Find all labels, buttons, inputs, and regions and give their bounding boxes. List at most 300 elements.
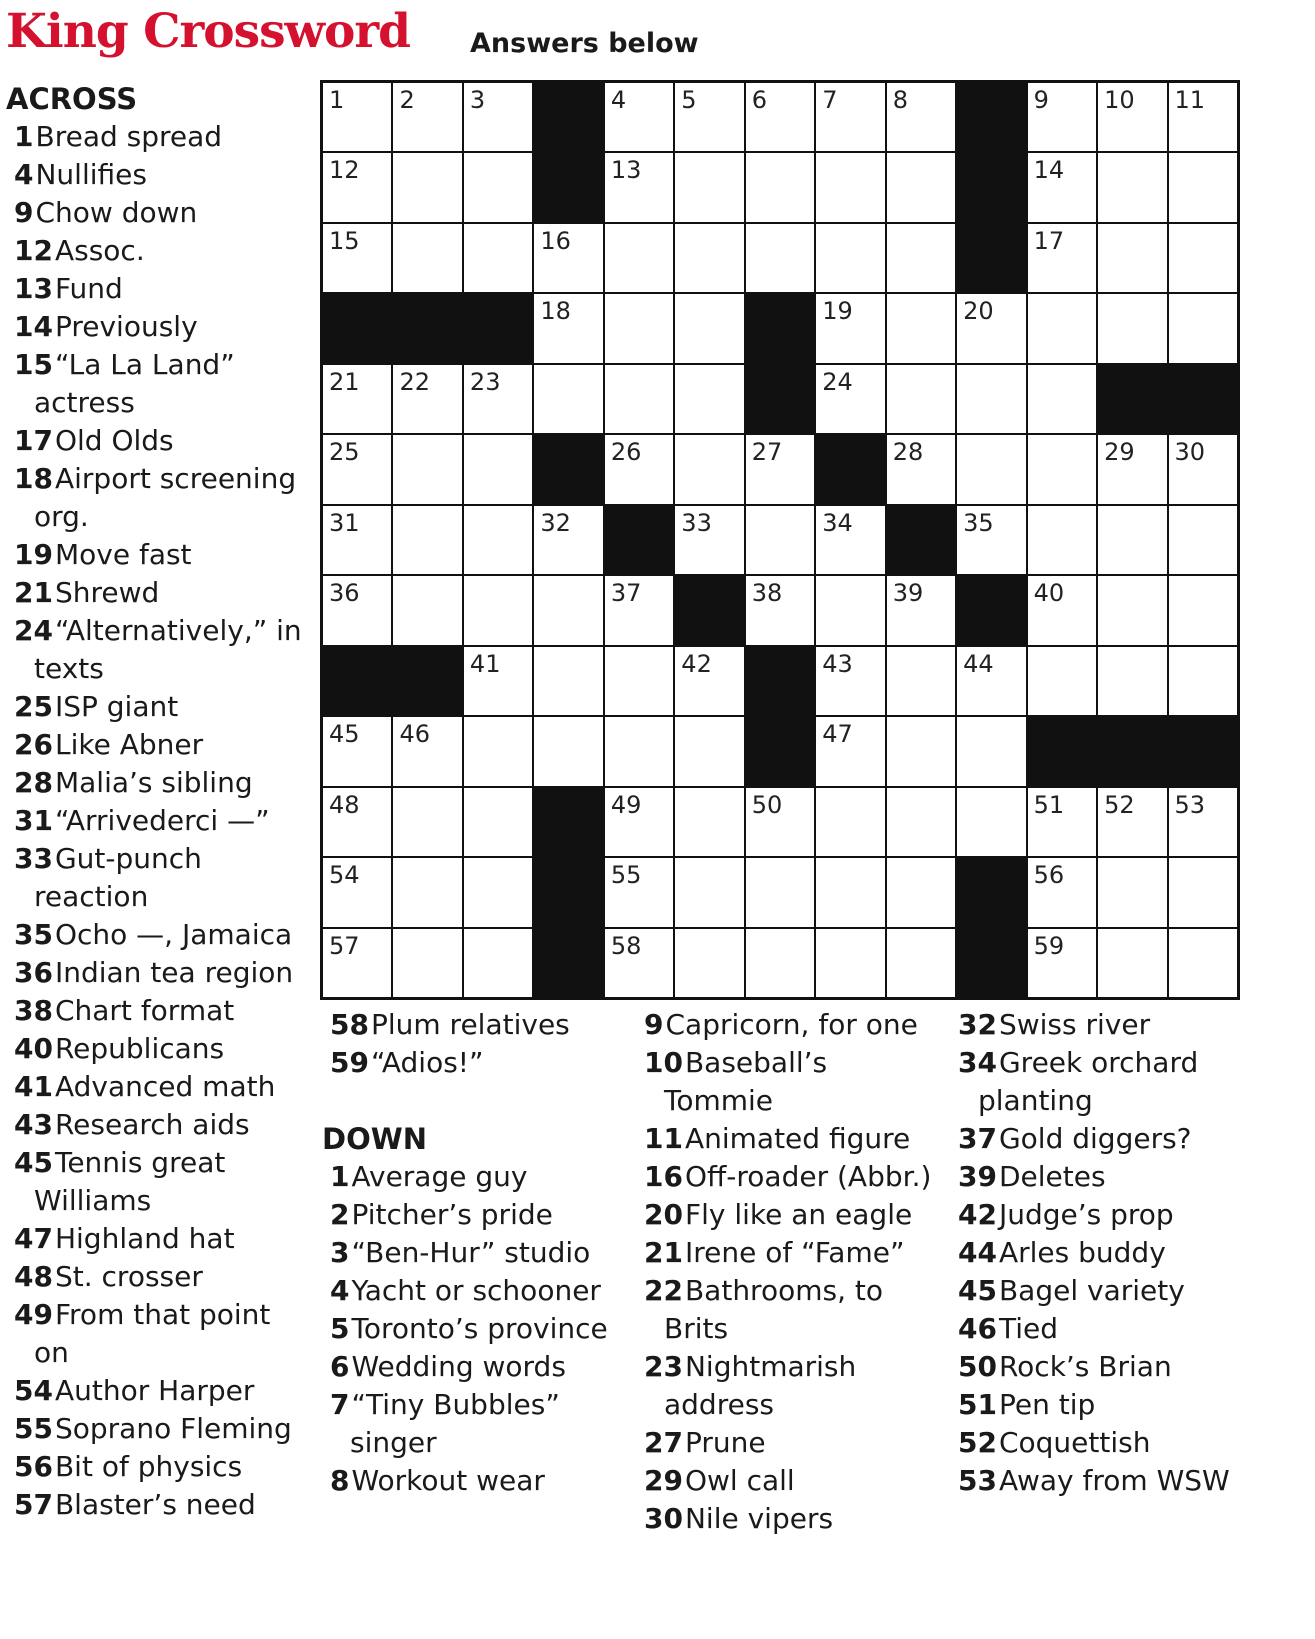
clue-text: Assoc. <box>54 234 145 267</box>
grid-cell[interactable] <box>746 224 814 292</box>
grid-cell[interactable] <box>1169 647 1237 715</box>
across-clue-list <box>6 118 306 1524</box>
grid-cell[interactable] <box>1028 929 1096 997</box>
clue-text: Nightmarish address <box>664 1350 857 1421</box>
grid-cell[interactable] <box>605 83 673 151</box>
clue-item <box>950 1006 1250 1044</box>
grid-cell[interactable] <box>1169 294 1237 362</box>
cell-number: 5 <box>681 86 697 114</box>
clue-number: 52 <box>958 1426 997 1459</box>
clue-number: 41 <box>14 1070 53 1103</box>
grid-cell[interactable] <box>1098 929 1166 997</box>
clue-text: Capricorn, for one <box>665 1008 918 1041</box>
clue-text: Off-roader (Abbr.) <box>684 1160 932 1193</box>
black-square <box>1169 365 1237 433</box>
clue-item <box>636 1500 936 1538</box>
clue-number: 4 <box>14 158 34 191</box>
grid-cell[interactable] <box>746 858 814 926</box>
grid-cell[interactable] <box>816 858 884 926</box>
cell-number: 21 <box>329 367 360 396</box>
clue-text: Bagel variety <box>998 1274 1185 1307</box>
black-square <box>323 647 391 715</box>
cell-number: 27 <box>751 438 783 467</box>
grid-cell[interactable] <box>1098 788 1166 856</box>
clue-number: 56 <box>14 1450 53 1483</box>
clue-text: “Tiny Bubbles” singer <box>350 1388 560 1459</box>
grid-cell[interactable] <box>1169 435 1237 503</box>
grid-cell[interactable] <box>1028 576 1096 644</box>
clue-number: 51 <box>958 1388 997 1421</box>
clue-number: 38 <box>14 994 53 1027</box>
clue-item <box>6 232 306 270</box>
grid-cell[interactable] <box>393 858 461 926</box>
cell-number: 23 <box>469 367 501 396</box>
grid-cell[interactable] <box>1028 224 1096 292</box>
cell-number: 42 <box>681 649 712 678</box>
grid-cell[interactable] <box>1098 647 1166 715</box>
cell-number: 45 <box>329 720 360 749</box>
grid-cell[interactable] <box>957 365 1025 433</box>
clue-item <box>636 1196 936 1234</box>
cell-number: 36 <box>329 579 360 608</box>
clue-text: Fund <box>54 272 123 305</box>
clues-column-3 <box>636 1006 936 1538</box>
clue-number: 21 <box>14 576 53 609</box>
clue-number: 20 <box>644 1198 683 1231</box>
clue-number: 43 <box>14 1108 53 1141</box>
grid-cell[interactable] <box>887 647 955 715</box>
page-subtitle: Answers below <box>470 28 699 59</box>
grid-cell[interactable] <box>675 506 743 574</box>
clue-text: Old Olds <box>54 424 174 457</box>
grid-cell[interactable] <box>534 717 602 785</box>
clue-item <box>322 1006 642 1044</box>
black-square <box>957 929 1025 997</box>
clue-item <box>6 764 306 802</box>
clue-text: Research aids <box>54 1108 250 1141</box>
grid-cell[interactable] <box>534 224 602 292</box>
cell-number: 59 <box>1033 931 1065 960</box>
black-square <box>534 929 602 997</box>
grid-cell[interactable] <box>605 153 673 221</box>
black-square <box>746 647 814 715</box>
clue-item <box>322 1348 642 1386</box>
clue-item <box>322 1386 642 1462</box>
black-square <box>1028 717 1096 785</box>
clue-number: 19 <box>14 538 53 571</box>
grid-cell[interactable] <box>746 153 814 221</box>
grid-cell[interactable] <box>534 294 602 362</box>
clue-number: 31 <box>14 804 53 837</box>
clue-number: 28 <box>14 766 53 799</box>
clue-number: 48 <box>14 1260 53 1293</box>
grid-cell[interactable] <box>675 435 743 503</box>
clue-text: Wedding words <box>351 1350 566 1383</box>
grid-cell[interactable] <box>816 576 884 644</box>
cell-number: 25 <box>329 438 360 467</box>
grid-cell[interactable] <box>1028 647 1096 715</box>
grid-cell[interactable] <box>393 576 461 644</box>
grid-cell[interactable] <box>393 224 461 292</box>
grid-cell[interactable] <box>887 153 955 221</box>
clue-item <box>6 1220 306 1258</box>
cell-number: 52 <box>1104 790 1135 819</box>
grid-cell[interactable] <box>534 647 602 715</box>
cell-number: 11 <box>1174 86 1206 114</box>
grid-cell[interactable] <box>1169 576 1237 644</box>
grid-cell[interactable] <box>1098 153 1166 221</box>
clue-text: “Adios!” <box>370 1046 484 1079</box>
grid-cell[interactable] <box>605 294 673 362</box>
grid-cell[interactable] <box>534 506 602 574</box>
grid-cell[interactable] <box>675 717 743 785</box>
grid-cell[interactable] <box>887 788 955 856</box>
black-square <box>746 717 814 785</box>
clue-number: 14 <box>14 310 53 343</box>
grid-cell[interactable] <box>464 435 532 503</box>
clue-item <box>6 270 306 308</box>
grid-cell[interactable] <box>957 717 1025 785</box>
clue-number: 44 <box>958 1236 997 1269</box>
page-title: King Crossword <box>6 4 410 59</box>
grid-cell[interactable] <box>534 576 602 644</box>
clue-number: 15 <box>14 348 53 381</box>
black-square <box>675 576 743 644</box>
grid-cell[interactable] <box>605 788 673 856</box>
clue-item <box>636 1158 936 1196</box>
across-clue-list-continued <box>322 1006 642 1082</box>
black-square <box>887 506 955 574</box>
grid-cell[interactable] <box>746 576 814 644</box>
black-square <box>534 858 602 926</box>
clue-text: ISP giant <box>54 690 179 723</box>
clue-item <box>6 422 306 460</box>
grid-cell[interactable] <box>393 506 461 574</box>
grid-cell[interactable] <box>1028 858 1096 926</box>
clue-number: 27 <box>644 1426 683 1459</box>
grid-cell[interactable] <box>957 647 1025 715</box>
clue-text: Average guy <box>351 1160 528 1193</box>
cell-number: 34 <box>822 508 853 537</box>
grid-cell[interactable] <box>323 788 391 856</box>
grid-cell[interactable] <box>957 506 1025 574</box>
clue-item <box>6 156 306 194</box>
cell-number: 14 <box>1033 156 1065 185</box>
clue-text: Greek orchard planting <box>978 1046 1199 1117</box>
clue-item <box>322 1234 642 1272</box>
grid-cell[interactable] <box>816 365 884 433</box>
clue-text: Advanced math <box>54 1070 276 1103</box>
cell-number: 28 <box>892 438 924 467</box>
clues-column-2 <box>322 1006 642 1500</box>
clue-text: Baseball’s Tommie <box>664 1046 828 1117</box>
clue-text: Ocho —, Jamaica <box>54 918 293 951</box>
grid-cell[interactable] <box>393 929 461 997</box>
grid-cell[interactable] <box>323 83 391 151</box>
grid-cell[interactable] <box>323 576 391 644</box>
clue-number: 9 <box>644 1008 664 1041</box>
clue-number: 18 <box>14 462 53 495</box>
clue-item <box>6 1486 306 1524</box>
clue-item <box>6 460 306 536</box>
grid-cell[interactable] <box>887 365 955 433</box>
grid-cell[interactable] <box>464 717 532 785</box>
clue-number: 16 <box>644 1160 683 1193</box>
grid-cell[interactable] <box>1098 576 1166 644</box>
black-square <box>323 294 391 362</box>
grid-cell[interactable] <box>464 224 532 292</box>
clue-text: Malia’s sibling <box>54 766 253 799</box>
grid-cell[interactable] <box>675 788 743 856</box>
grid-cell[interactable] <box>323 365 391 433</box>
grid-cell[interactable] <box>1169 83 1237 151</box>
black-square <box>957 83 1025 151</box>
cell-number: 35 <box>963 508 994 537</box>
grid-cell[interactable] <box>323 506 391 574</box>
clue-text: Bit of physics <box>54 1450 243 1483</box>
grid-cell[interactable] <box>675 224 743 292</box>
black-square <box>464 294 532 362</box>
clue-text: Nile vipers <box>684 1502 834 1535</box>
clue-text: Bread spread <box>35 120 223 153</box>
clue-text: Animated figure <box>684 1122 911 1155</box>
grid-cell[interactable] <box>816 788 884 856</box>
clue-item <box>6 954 306 992</box>
grid-cell[interactable] <box>816 153 884 221</box>
grid-cell[interactable] <box>816 647 884 715</box>
grid-cell[interactable] <box>887 224 955 292</box>
grid-cell[interactable] <box>605 858 673 926</box>
clue-number: 32 <box>958 1008 997 1041</box>
grid-cell[interactable] <box>816 294 884 362</box>
cell-number: 12 <box>329 156 360 185</box>
grid-cell[interactable] <box>464 576 532 644</box>
black-square <box>1169 717 1237 785</box>
grid-cell[interactable] <box>1169 788 1237 856</box>
grid-cell[interactable] <box>957 435 1025 503</box>
cell-number: 16 <box>540 226 571 255</box>
clue-item <box>6 1068 306 1106</box>
grid-cell[interactable] <box>816 929 884 997</box>
cell-number: 1 <box>329 86 345 114</box>
grid-cell[interactable] <box>605 435 673 503</box>
grid-cell[interactable] <box>605 224 673 292</box>
clue-number: 25 <box>14 690 53 723</box>
grid-cell[interactable] <box>816 224 884 292</box>
grid-cell[interactable] <box>887 294 955 362</box>
cell-number: 55 <box>610 861 642 890</box>
grid-cell[interactable] <box>675 647 743 715</box>
clue-item <box>950 1462 1250 1500</box>
clue-number: 1 <box>14 120 34 153</box>
clue-number: 4 <box>330 1274 350 1307</box>
clue-item <box>950 1120 1250 1158</box>
grid-cell[interactable] <box>393 153 461 221</box>
grid-cell[interactable] <box>675 83 743 151</box>
grid-cell[interactable] <box>1169 224 1237 292</box>
clue-text: Workout wear <box>351 1464 545 1497</box>
clue-item <box>6 308 306 346</box>
cell-number: 13 <box>610 156 642 185</box>
grid-cell[interactable] <box>323 717 391 785</box>
cell-number: 15 <box>329 226 360 255</box>
grid-cell[interactable] <box>1028 365 1096 433</box>
clue-item <box>950 1386 1250 1424</box>
grid-cell[interactable] <box>323 435 391 503</box>
grid-cell[interactable] <box>887 929 955 997</box>
grid-cell[interactable] <box>957 294 1025 362</box>
grid-cell[interactable] <box>675 365 743 433</box>
cell-number: 49 <box>610 790 642 819</box>
clue-number: 50 <box>958 1350 997 1383</box>
black-square <box>746 294 814 362</box>
grid-cell[interactable] <box>534 365 602 433</box>
clue-number: 55 <box>14 1412 53 1445</box>
black-square <box>534 83 602 151</box>
grid-cell[interactable] <box>746 435 814 503</box>
clue-item <box>6 1448 306 1486</box>
cell-number: 33 <box>681 508 712 537</box>
grid-cell[interactable] <box>1028 153 1096 221</box>
grid-cell[interactable] <box>605 647 673 715</box>
grid-cell[interactable] <box>675 929 743 997</box>
grid-cell[interactable] <box>1028 506 1096 574</box>
cell-number: 4 <box>610 86 627 114</box>
black-square <box>957 153 1025 221</box>
grid-cell[interactable] <box>1098 858 1166 926</box>
grid-cell[interactable] <box>746 83 814 151</box>
grid-cell[interactable] <box>605 717 673 785</box>
black-square <box>816 435 884 503</box>
grid-cell[interactable] <box>887 576 955 644</box>
clue-text: Bathrooms, to Brits <box>664 1274 883 1345</box>
clue-text: Indian tea region <box>54 956 294 989</box>
grid-cell[interactable] <box>1169 858 1237 926</box>
clue-item <box>6 802 306 840</box>
grid-cell[interactable] <box>393 788 461 856</box>
grid-cell[interactable] <box>675 858 743 926</box>
grid-cell[interactable] <box>605 365 673 433</box>
grid-cell[interactable] <box>464 858 532 926</box>
clue-number: 13 <box>14 272 53 305</box>
grid-cell[interactable] <box>323 224 391 292</box>
clue-item <box>322 1462 642 1500</box>
clue-item <box>6 1030 306 1068</box>
grid-cell[interactable] <box>464 506 532 574</box>
grid-cell[interactable] <box>464 647 532 715</box>
cell-number: 24 <box>822 367 853 396</box>
cell-number: 50 <box>751 790 783 819</box>
cell-number: 41 <box>469 649 501 678</box>
grid-cell[interactable] <box>1028 435 1096 503</box>
grid-cell[interactable] <box>605 576 673 644</box>
clue-number: 40 <box>14 1032 53 1065</box>
grid-cell[interactable] <box>746 929 814 997</box>
grid-cell[interactable] <box>464 365 532 433</box>
grid-cell[interactable] <box>393 83 461 151</box>
grid-cell[interactable] <box>1169 929 1237 997</box>
grid-cell[interactable] <box>1098 506 1166 574</box>
grid-cell[interactable] <box>1098 83 1166 151</box>
grid-cell[interactable] <box>1098 224 1166 292</box>
clue-item <box>950 1272 1250 1310</box>
clue-number: 17 <box>14 424 53 457</box>
grid-cell[interactable] <box>1098 294 1166 362</box>
clue-text: Fly like an eagle <box>684 1198 913 1231</box>
clue-item <box>6 194 306 232</box>
clue-text: Highland hat <box>54 1222 235 1255</box>
clue-number: 57 <box>14 1488 53 1521</box>
grid-cell[interactable] <box>746 788 814 856</box>
grid-cell[interactable] <box>464 83 532 151</box>
grid-cell[interactable] <box>675 153 743 221</box>
clue-text: Previously <box>54 310 198 343</box>
grid-cell[interactable] <box>887 435 955 503</box>
clue-item <box>950 1044 1250 1120</box>
grid-cell[interactable] <box>957 788 1025 856</box>
clue-text: Chart format <box>54 994 235 1027</box>
clue-text: Irene of “Fame” <box>684 1236 905 1269</box>
grid-cell[interactable] <box>675 294 743 362</box>
grid-cell[interactable] <box>816 717 884 785</box>
grid-cell[interactable] <box>1028 788 1096 856</box>
clue-text: Coquettish <box>998 1426 1151 1459</box>
grid-cell[interactable] <box>464 929 532 997</box>
black-square <box>957 576 1025 644</box>
clue-item <box>6 1106 306 1144</box>
grid-cell[interactable] <box>1169 153 1237 221</box>
grid-cell[interactable] <box>393 435 461 503</box>
clue-number: 24 <box>14 614 53 647</box>
clue-number: 1 <box>330 1160 350 1193</box>
clue-number: 34 <box>958 1046 997 1079</box>
clue-text: Away from WSW <box>998 1464 1230 1497</box>
grid-cell[interactable] <box>464 788 532 856</box>
grid-cell[interactable] <box>1169 506 1237 574</box>
grid-cell[interactable] <box>1098 435 1166 503</box>
grid-cell[interactable] <box>1028 83 1096 151</box>
grid-cell[interactable] <box>887 83 955 151</box>
clue-text: Rock’s Brian <box>998 1350 1172 1383</box>
grid-cell[interactable] <box>393 717 461 785</box>
clue-text: Deletes <box>998 1160 1106 1193</box>
grid-cell[interactable] <box>323 858 391 926</box>
grid-cell[interactable] <box>323 929 391 997</box>
clue-text: Author Harper <box>54 1374 255 1407</box>
grid-cell[interactable] <box>816 506 884 574</box>
clue-item <box>6 688 306 726</box>
grid-cell[interactable] <box>746 506 814 574</box>
grid-cell[interactable] <box>323 153 391 221</box>
grid-cell[interactable] <box>1028 294 1096 362</box>
grid-cell[interactable] <box>816 83 884 151</box>
grid-cell[interactable] <box>887 858 955 926</box>
clue-text: Shrewd <box>54 576 160 609</box>
clue-text: Swiss river <box>998 1008 1151 1041</box>
clue-text: From that point on <box>34 1298 271 1369</box>
grid-cell[interactable] <box>464 153 532 221</box>
clue-number: 42 <box>958 1198 997 1231</box>
clue-text: Gold diggers? <box>998 1122 1192 1155</box>
clue-text: Nullifies <box>35 158 147 191</box>
down-clue-list <box>322 1158 642 1500</box>
clue-number: 8 <box>330 1464 350 1497</box>
black-square <box>393 294 461 362</box>
clue-item <box>636 1044 936 1120</box>
grid-cell[interactable] <box>393 365 461 433</box>
grid-cell[interactable] <box>605 929 673 997</box>
grid-cell[interactable] <box>887 717 955 785</box>
